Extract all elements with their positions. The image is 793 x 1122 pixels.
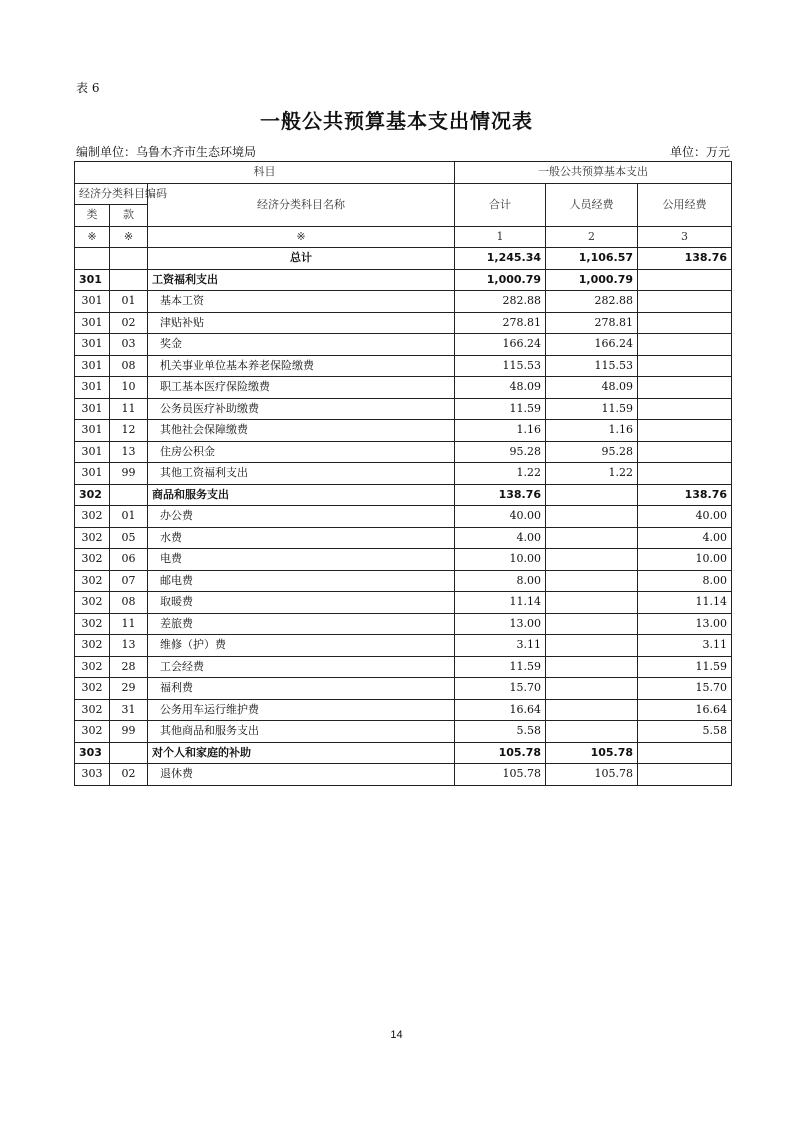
row-personnel <box>546 592 638 614</box>
table-row <box>75 699 732 721</box>
row-personnel: 105.78 <box>546 764 638 786</box>
row-lei: 301 <box>75 291 110 313</box>
row-name: 商品和服务支出 <box>148 484 455 506</box>
table-row <box>75 527 732 549</box>
row-total: 8.00 <box>455 570 546 592</box>
row-personnel: 1.22 <box>546 463 638 485</box>
mark-cell: ※ <box>110 226 148 248</box>
row-kuan: 11 <box>110 613 148 635</box>
row-personnel: 282.88 <box>546 291 638 313</box>
row-name: 职工基本医疗保险缴费 <box>148 377 455 399</box>
table-row <box>75 721 732 743</box>
row-name: 福利费 <box>148 678 455 700</box>
row-lei: 302 <box>75 506 110 528</box>
row-public <box>638 420 732 442</box>
row-total: 166.24 <box>455 334 546 356</box>
grand-total-row <box>75 248 732 270</box>
mark-cell: ※ <box>148 226 455 248</box>
row-public: 11.14 <box>638 592 732 614</box>
row-lei: 302 <box>75 635 110 657</box>
row-name: 对个人和家庭的补助 <box>148 742 455 764</box>
row-personnel: 166.24 <box>546 334 638 356</box>
row-total: 105.78 <box>455 764 546 786</box>
header-personnel: 人员经费 <box>546 183 638 226</box>
row-name: 奖金 <box>148 334 455 356</box>
row-public: 16.64 <box>638 699 732 721</box>
header-code-label: 经济分类科目编码 <box>75 183 148 205</box>
row-lei: 302 <box>75 484 110 506</box>
table-row <box>75 312 732 334</box>
table-row <box>75 592 732 614</box>
row-kuan: 99 <box>110 721 148 743</box>
table-row <box>75 291 732 313</box>
row-name: 公务用车运行维护费 <box>148 699 455 721</box>
row-lei: 302 <box>75 656 110 678</box>
row-lei: 302 <box>75 721 110 743</box>
row-name: 公务员医疗补助缴费 <box>148 398 455 420</box>
table-row <box>75 549 732 571</box>
row-personnel <box>546 549 638 571</box>
row-kuan: 08 <box>110 355 148 377</box>
row-name: 工资福利支出 <box>148 269 455 291</box>
row-total: 138.76 <box>455 484 546 506</box>
header-group: 一般公共预算基本支出 <box>455 162 732 184</box>
row-kuan: 99 <box>110 463 148 485</box>
row-total: 40.00 <box>455 506 546 528</box>
column-index-1: 1 <box>455 226 546 248</box>
row-kuan: 05 <box>110 527 148 549</box>
row-total: 1,000.79 <box>455 269 546 291</box>
row-kuan: 11 <box>110 398 148 420</box>
row-public <box>638 377 732 399</box>
row-public <box>638 742 732 764</box>
table-body <box>75 162 732 786</box>
compiling-unit: 编制单位：乌鲁木齐市生态环境局 <box>76 145 257 159</box>
row-lei: 301 <box>75 269 110 291</box>
row-kuan: 02 <box>110 764 148 786</box>
header-kuan: 款 <box>110 205 148 227</box>
row-kuan: 28 <box>110 656 148 678</box>
row-lei: 301 <box>75 463 110 485</box>
currency-unit: 单位：万元 <box>669 145 730 159</box>
row-lei: 302 <box>75 678 110 700</box>
table-row <box>75 377 732 399</box>
table-row <box>75 334 732 356</box>
row-personnel <box>546 484 638 506</box>
row-name: 其他工资福利支出 <box>148 463 455 485</box>
row-public: 138.76 <box>638 484 732 506</box>
row-lei: 303 <box>75 764 110 786</box>
row-public: 40.00 <box>638 506 732 528</box>
row-public: 8.00 <box>638 570 732 592</box>
row-total: 5.58 <box>455 721 546 743</box>
row-total: 4.00 <box>455 527 546 549</box>
table-row <box>75 656 732 678</box>
column-index-2: 2 <box>546 226 638 248</box>
grand-total-total: 1,245.34 <box>455 248 546 270</box>
row-personnel <box>546 635 638 657</box>
table-row <box>75 613 732 635</box>
header-row-4 <box>75 226 732 248</box>
header-name-label: 经济分类科目名称 <box>148 183 455 226</box>
row-total: 1.16 <box>455 420 546 442</box>
row-personnel <box>546 678 638 700</box>
row-lei: 302 <box>75 549 110 571</box>
budget-table <box>74 161 732 786</box>
row-public <box>638 355 732 377</box>
row-kuan: 01 <box>110 506 148 528</box>
row-total: 282.88 <box>455 291 546 313</box>
row-lei: 302 <box>75 699 110 721</box>
row-public: 15.70 <box>638 678 732 700</box>
row-total: 11.59 <box>455 656 546 678</box>
row-total: 13.00 <box>455 613 546 635</box>
row-public: 3.11 <box>638 635 732 657</box>
table-row <box>75 355 732 377</box>
row-kuan <box>110 269 148 291</box>
row-kuan: 01 <box>110 291 148 313</box>
row-name: 邮电费 <box>148 570 455 592</box>
row-total: 1.22 <box>455 463 546 485</box>
row-lei: 301 <box>75 312 110 334</box>
empty-cell <box>75 248 110 270</box>
page-title: 一般公共预算基本支出情况表 <box>260 109 533 133</box>
row-public <box>638 441 732 463</box>
row-kuan: 07 <box>110 570 148 592</box>
row-personnel: 105.78 <box>546 742 638 764</box>
row-public <box>638 269 732 291</box>
row-lei: 301 <box>75 398 110 420</box>
row-name: 电费 <box>148 549 455 571</box>
header-lei: 类 <box>75 205 110 227</box>
row-total: 48.09 <box>455 377 546 399</box>
empty-cell <box>110 248 148 270</box>
row-kuan: 31 <box>110 699 148 721</box>
row-name: 水费 <box>148 527 455 549</box>
table-row <box>75 463 732 485</box>
row-total: 3.11 <box>455 635 546 657</box>
table-row <box>75 764 732 786</box>
row-kuan <box>110 742 148 764</box>
row-personnel <box>546 527 638 549</box>
header-subject: 科目 <box>75 162 455 184</box>
row-personnel: 115.53 <box>546 355 638 377</box>
header-row-2 <box>75 183 732 205</box>
row-public: 10.00 <box>638 549 732 571</box>
row-personnel: 48.09 <box>546 377 638 399</box>
row-personnel: 95.28 <box>546 441 638 463</box>
row-personnel: 11.59 <box>546 398 638 420</box>
category-row <box>75 269 732 291</box>
row-name: 基本工资 <box>148 291 455 313</box>
row-name: 退休费 <box>148 764 455 786</box>
page-number: 14 <box>390 1029 403 1041</box>
row-lei: 302 <box>75 592 110 614</box>
row-total: 95.28 <box>455 441 546 463</box>
row-public: 11.59 <box>638 656 732 678</box>
row-lei: 301 <box>75 334 110 356</box>
table-row <box>75 678 732 700</box>
row-name: 其他社会保障缴费 <box>148 420 455 442</box>
row-total: 11.14 <box>455 592 546 614</box>
column-index-3: 3 <box>638 226 732 248</box>
row-name: 工会经费 <box>148 656 455 678</box>
row-name: 取暖费 <box>148 592 455 614</box>
row-public <box>638 334 732 356</box>
row-total: 16.64 <box>455 699 546 721</box>
row-personnel <box>546 721 638 743</box>
row-lei: 302 <box>75 613 110 635</box>
category-row <box>75 484 732 506</box>
header-total: 合计 <box>455 183 546 226</box>
grand-total-personnel: 1,106.57 <box>546 248 638 270</box>
row-public: 4.00 <box>638 527 732 549</box>
table-row <box>75 506 732 528</box>
row-kuan: 02 <box>110 312 148 334</box>
row-personnel <box>546 656 638 678</box>
row-total: 105.78 <box>455 742 546 764</box>
row-lei: 301 <box>75 441 110 463</box>
row-kuan: 08 <box>110 592 148 614</box>
row-kuan: 10 <box>110 377 148 399</box>
row-public <box>638 398 732 420</box>
row-kuan: 13 <box>110 635 148 657</box>
row-name: 差旅费 <box>148 613 455 635</box>
category-row <box>75 742 732 764</box>
row-public: 5.58 <box>638 721 732 743</box>
table-number: 表 6 <box>76 81 100 95</box>
row-name: 办公费 <box>148 506 455 528</box>
row-public <box>638 312 732 334</box>
row-lei: 301 <box>75 420 110 442</box>
row-public: 13.00 <box>638 613 732 635</box>
table-row <box>75 398 732 420</box>
table-row <box>75 570 732 592</box>
row-kuan: 06 <box>110 549 148 571</box>
row-lei: 303 <box>75 742 110 764</box>
row-total: 115.53 <box>455 355 546 377</box>
row-lei: 302 <box>75 570 110 592</box>
row-kuan: 12 <box>110 420 148 442</box>
row-public <box>638 463 732 485</box>
table-row <box>75 635 732 657</box>
row-personnel <box>546 570 638 592</box>
row-kuan: 13 <box>110 441 148 463</box>
row-total: 10.00 <box>455 549 546 571</box>
row-name: 其他商品和服务支出 <box>148 721 455 743</box>
row-lei: 301 <box>75 355 110 377</box>
header-row-1 <box>75 162 732 184</box>
row-kuan: 29 <box>110 678 148 700</box>
row-name: 机关事业单位基本养老保险缴费 <box>148 355 455 377</box>
row-personnel <box>546 699 638 721</box>
row-personnel <box>546 613 638 635</box>
row-name: 维修（护）费 <box>148 635 455 657</box>
row-personnel: 278.81 <box>546 312 638 334</box>
row-personnel: 1,000.79 <box>546 269 638 291</box>
grand-total-public: 138.76 <box>638 248 732 270</box>
row-kuan <box>110 484 148 506</box>
row-total: 278.81 <box>455 312 546 334</box>
row-personnel: 1.16 <box>546 420 638 442</box>
grand-total-label: 总计 <box>148 248 455 270</box>
table-row <box>75 441 732 463</box>
row-personnel <box>546 506 638 528</box>
mark-cell: ※ <box>75 226 110 248</box>
row-public <box>638 764 732 786</box>
table-row <box>75 420 732 442</box>
row-total: 11.59 <box>455 398 546 420</box>
row-name: 津贴补贴 <box>148 312 455 334</box>
row-total: 15.70 <box>455 678 546 700</box>
row-lei: 302 <box>75 527 110 549</box>
row-lei: 301 <box>75 377 110 399</box>
row-name: 住房公积金 <box>148 441 455 463</box>
row-kuan: 03 <box>110 334 148 356</box>
header-public: 公用经费 <box>638 183 732 226</box>
row-public <box>638 291 732 313</box>
